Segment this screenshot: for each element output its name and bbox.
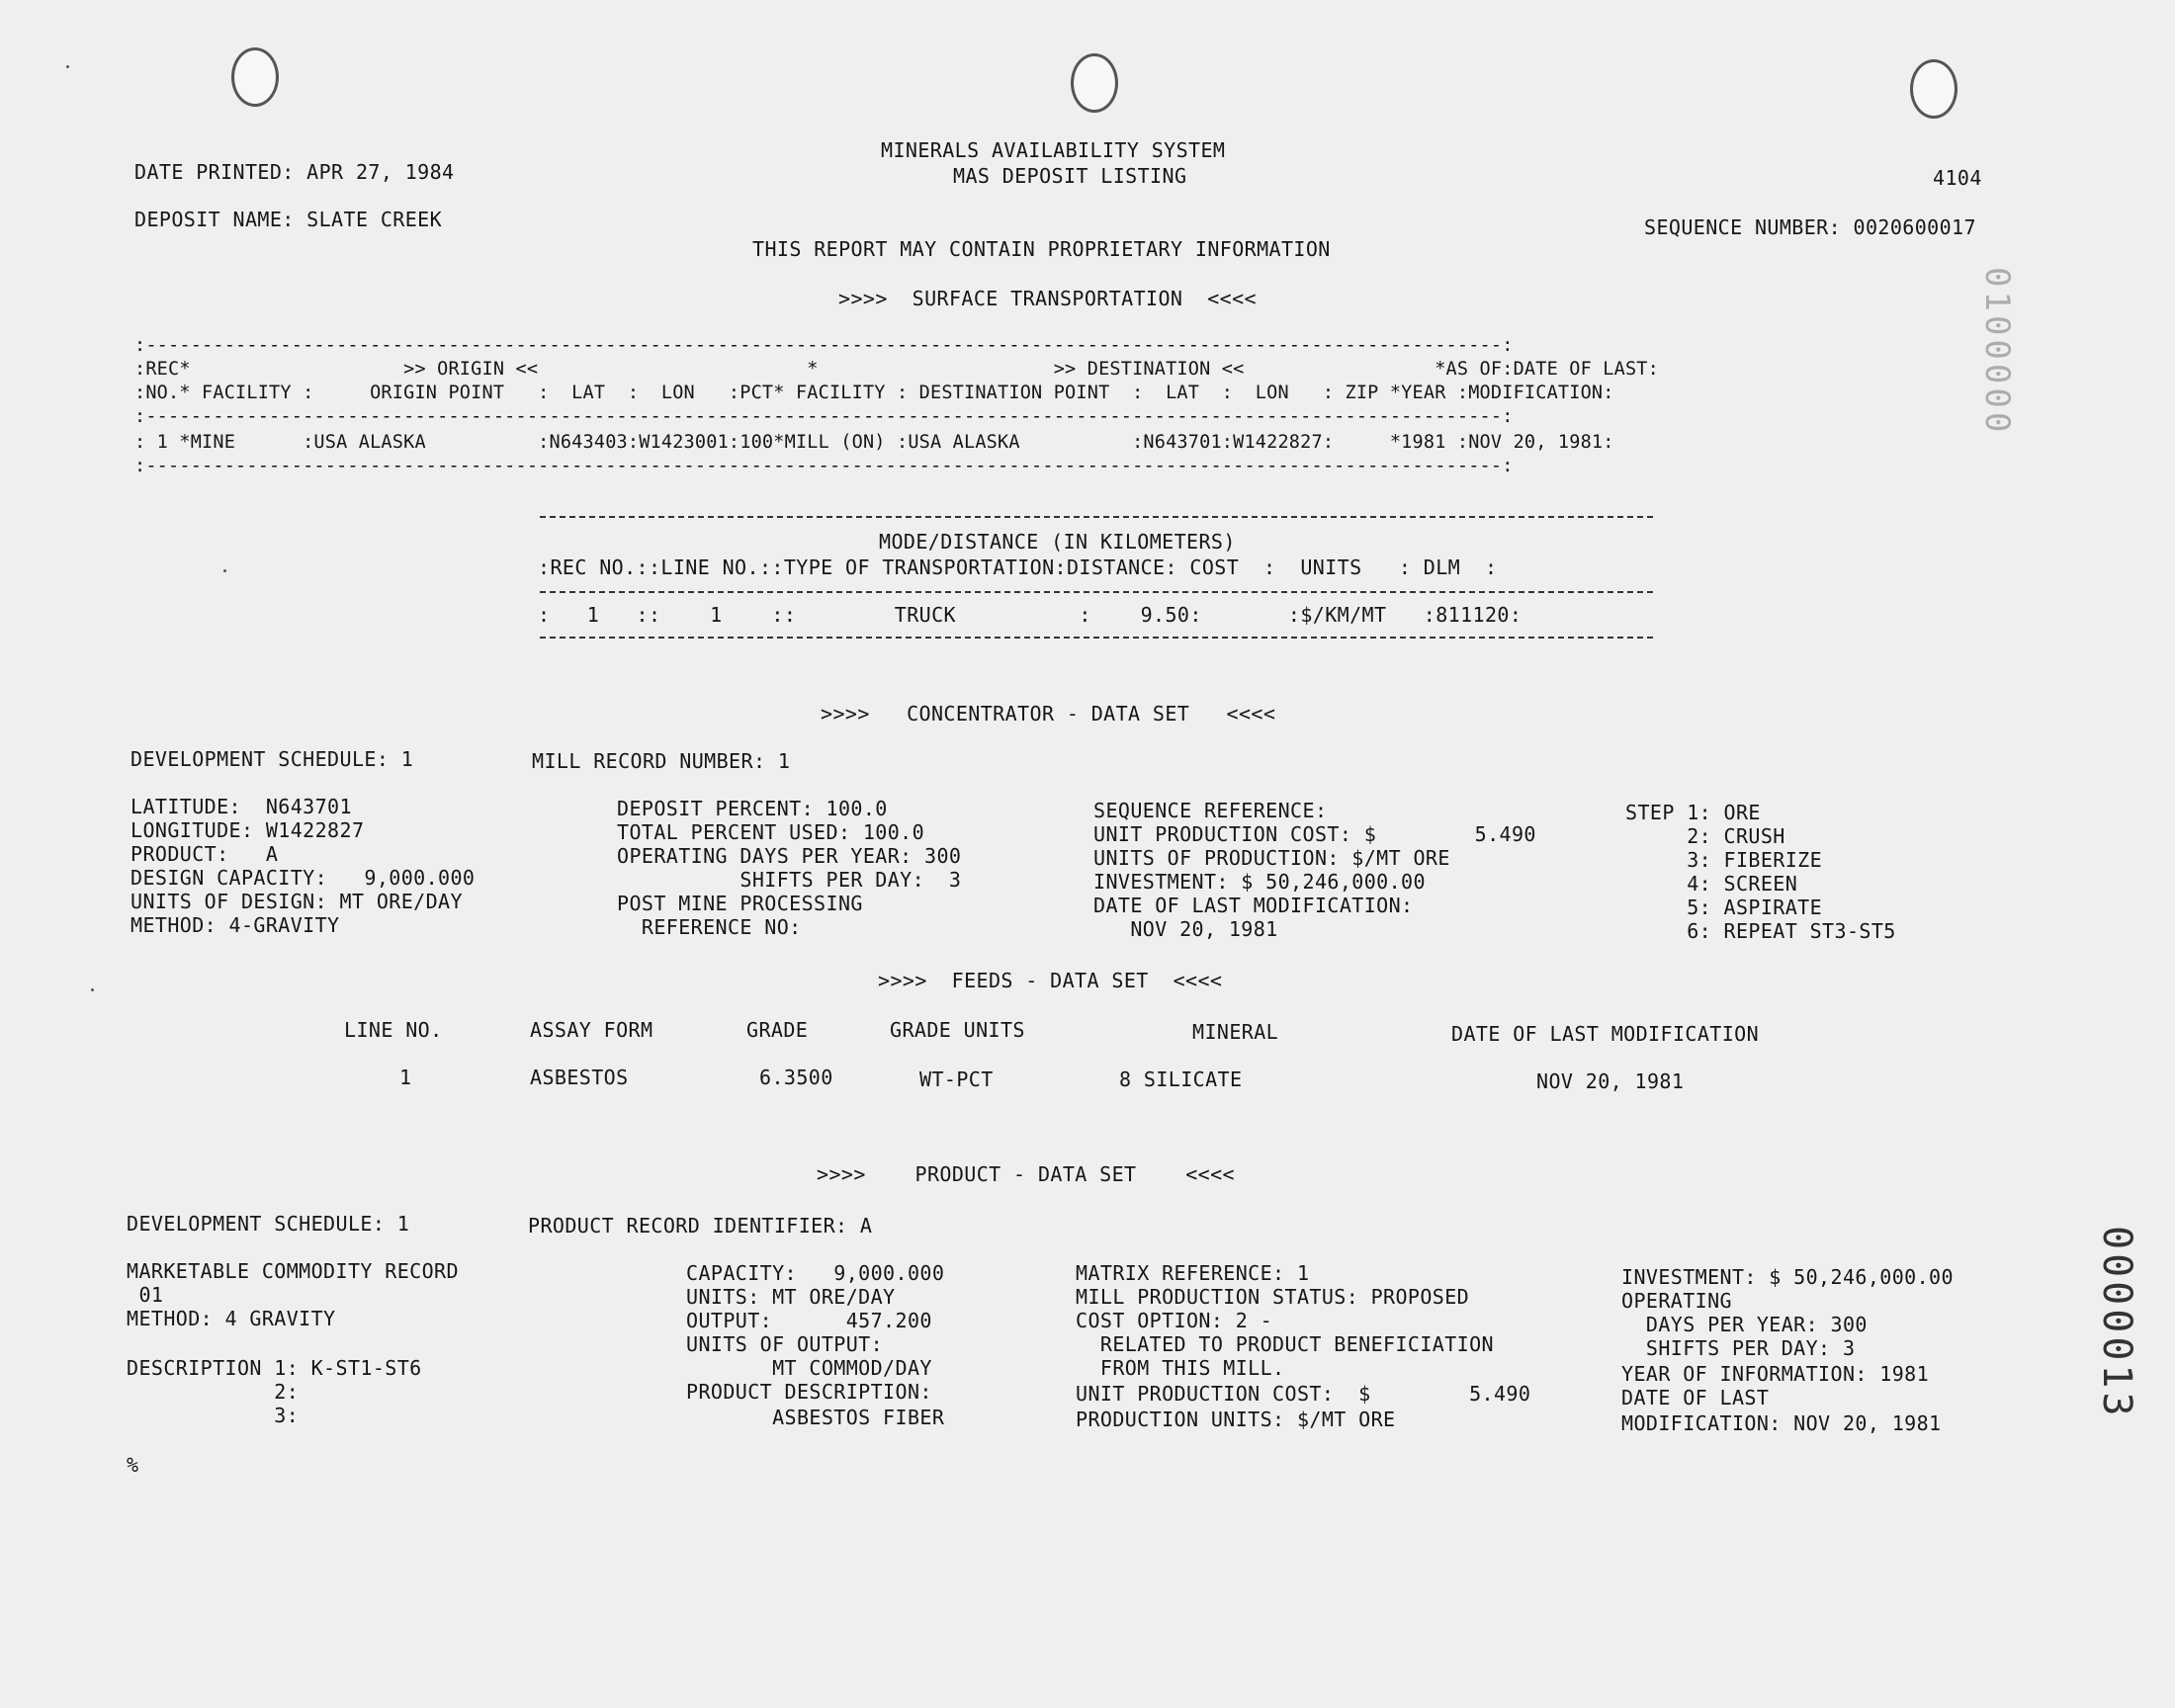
units-of-output: MT COMMOD/DAY (686, 1356, 932, 1380)
date-of-last-modification: NOV 20, 1981 (1093, 917, 1278, 941)
punch-hole-left (231, 47, 279, 107)
surface-table-header-2: :NO.* FACILITY : ORIGIN POINT : LAT : LON :PCT* FACILITY : DESTINATION POINT : LAT : LON : ZIP *YEAR :MODIFICATION: (134, 383, 1614, 403)
description-1: DESCRIPTION 1: K-ST1-ST6 (127, 1356, 422, 1380)
investment: INVESTMENT: $ 50,246,000.00 (1093, 870, 1426, 894)
step-3: 3: FIBERIZE (1625, 848, 1823, 872)
operating-label: OPERATING (1621, 1289, 1732, 1313)
feeds-line-no: 1 (399, 1066, 412, 1089)
production-units: PRODUCTION UNITS: $/MT ORE (1076, 1408, 1396, 1431)
year-of-information: YEAR OF INFORMATION: 1981 (1621, 1362, 1930, 1386)
feeds-grade: 6.3500 (759, 1066, 833, 1089)
mode-distance-title: MODE/DISTANCE (IN KILOMETERS) (879, 530, 1236, 554)
margin-stamp-upper: 0100000 (1977, 267, 2017, 437)
reference-no: REFERENCE NO: (617, 915, 802, 939)
product-modification-date: MODIFICATION: NOV 20, 1981 (1621, 1411, 1942, 1435)
surface-table-bottom-border: :-------------------------------------------------------------------------------------------------------------------------: (134, 456, 1514, 476)
step-5: 5: ASPIRATE (1625, 896, 1823, 919)
speck (223, 569, 226, 572)
commodity-record-number: 01 (127, 1283, 164, 1307)
surface-table-top-border: :-------------------------------------------------------------------------------------------------------------------------: (134, 335, 1514, 356)
page-code: 4104 (1933, 166, 1982, 190)
feeds-col-date: DATE OF LAST MODIFICATION (1451, 1022, 1760, 1046)
latitude: LATITUDE: N643701 (130, 795, 352, 818)
product-capacity: CAPACITY: 9,000.000 (686, 1261, 945, 1285)
listing-title: MAS DEPOSIT LISTING (953, 164, 1187, 188)
shifts-per-day: SHIFTS PER DAY: 3 (617, 868, 962, 892)
speck (66, 65, 69, 68)
product-description-label: PRODUCT DESCRIPTION: (686, 1380, 932, 1404)
description-2: 2: (127, 1380, 300, 1404)
operating-days: OPERATING DAYS PER YEAR: 300 (617, 844, 962, 868)
step-6: 6: REPEAT ST3-ST5 (1625, 919, 1896, 943)
product-description: ASBESTOS FIBER (686, 1406, 945, 1429)
days-per-year: DAYS PER YEAR: 300 (1621, 1313, 1868, 1336)
units-of-production: UNITS OF PRODUCTION: $/MT ORE (1093, 846, 1450, 870)
product-title: >>>> PRODUCT - DATA SET <<<< (817, 1162, 1235, 1186)
concentrator-title: >>>> CONCENTRATOR - DATA SET <<<< (821, 702, 1276, 726)
step-4: 4: SCREEN (1625, 872, 1798, 896)
design-capacity: DESIGN CAPACITY: 9,000.000 (130, 866, 476, 890)
cost-option-desc-2: FROM THIS MILL. (1076, 1356, 1285, 1380)
unit-production-cost: UNIT PRODUCTION COST: $ 5.490 (1093, 822, 1536, 846)
sequence-reference: SEQUENCE REFERENCE: (1093, 799, 1328, 822)
total-percent-used: TOTAL PERCENT USED: 100.0 (617, 820, 925, 844)
product-unit-production-cost: UNIT PRODUCTION COST: $ 5.490 (1076, 1382, 1531, 1406)
mode-box-bottom-border (540, 637, 1653, 639)
product-dev-schedule: DEVELOPMENT SCHEDULE: 1 (127, 1212, 410, 1236)
feeds-col-mineral: MINERAL (1192, 1020, 1279, 1044)
product-method: METHOD: 4 GRAVITY (127, 1307, 336, 1330)
surface-transportation-title: >>>> SURFACE TRANSPORTATION <<<< (838, 287, 1257, 310)
product: PRODUCT: A (130, 842, 279, 866)
sequence-number: SEQUENCE NUMBER: 0020600017 (1644, 215, 1976, 239)
feeds-assay-form: ASBESTOS (530, 1066, 629, 1089)
product-output: OUTPUT: 457.200 (686, 1309, 932, 1332)
cost-option-desc-1: RELATED TO PRODUCT BENEFICIATION (1076, 1332, 1494, 1356)
marketable-commodity-record: MARKETABLE COMMODITY RECORD (127, 1259, 459, 1283)
deposit-percent: DEPOSIT PERCENT: 100.0 (617, 797, 888, 820)
mode-table-data-row: : 1 :: 1 :: TRUCK : 9.50: :$/KM/MT :811120: (538, 603, 1522, 627)
surface-table-data-row: : 1 *MINE :USA ALASKA :N643403:W1423001:100*MILL (ON) :USA ALASKA :N643701:W1422827: *1981 :NOV 20, 1981: (134, 432, 1614, 453)
feeds-col-grade: GRADE (746, 1018, 809, 1042)
feeds-col-assay-form: ASSAY FORM (530, 1018, 653, 1042)
speck (91, 988, 94, 991)
units-of-output-label: UNITS OF OUTPUT: (686, 1332, 884, 1356)
feeds-mineral: 8 SILICATE (1119, 1068, 1243, 1091)
units-of-design: UNITS OF DESIGN: MT ORE/DAY (130, 890, 463, 913)
margin-stamp-lower: 0000013 (2094, 1226, 2139, 1420)
date-of-last-label: DATE OF LAST (1621, 1386, 1770, 1409)
surface-table-header-1: :REC* >> ORIGIN << * >> DESTINATION << *AS OF:DATE OF LAST: (134, 359, 1659, 380)
product-record-identifier: PRODUCT RECORD IDENTIFIER: A (528, 1214, 873, 1238)
punch-hole-center (1071, 53, 1118, 113)
date-printed: DATE PRINTED: APR 27, 1984 (134, 160, 455, 184)
mode-table-header: :REC NO.::LINE NO.::TYPE OF TRANSPORTATION:DISTANCE: COST : UNITS : DLM : (538, 555, 1498, 579)
feeds-date: NOV 20, 1981 (1536, 1069, 1685, 1093)
system-title: MINERALS AVAILABILITY SYSTEM (881, 138, 1226, 162)
deposit-name: DEPOSIT NAME: SLATE CREEK (134, 208, 443, 231)
punch-hole-right (1910, 59, 1958, 119)
step-1: STEP 1: ORE (1625, 801, 1761, 824)
cost-option: COST OPTION: 2 - (1076, 1309, 1273, 1332)
post-mine-processing: POST MINE PROCESSING (617, 892, 863, 915)
mill-production-status: MILL PRODUCTION STATUS: PROPOSED (1076, 1285, 1470, 1309)
description-3: 3: (127, 1404, 300, 1427)
surface-table-mid-border: :-------------------------------------------------------------------------------------------------------------------------: (134, 406, 1514, 427)
product-units: UNITS: MT ORE/DAY (686, 1285, 896, 1309)
proprietary-notice: THIS REPORT MAY CONTAIN PROPRIETARY INFORMATION (752, 237, 1331, 261)
product-shifts-per-day: SHIFTS PER DAY: 3 (1621, 1336, 1856, 1360)
matrix-reference: MATRIX REFERENCE: 1 (1076, 1261, 1310, 1285)
mode-box-mid-border (540, 591, 1653, 593)
feeds-col-grade-units: GRADE UNITS (890, 1018, 1025, 1042)
feeds-title: >>>> FEEDS - DATA SET <<<< (878, 969, 1223, 992)
longitude: LONGITUDE: W1422827 (130, 818, 365, 842)
mode-box-top-border (540, 516, 1653, 518)
date-of-last-modification-label: DATE OF LAST MODIFICATION: (1093, 894, 1414, 917)
footer-mark: % (127, 1453, 139, 1477)
step-2: 2: CRUSH (1625, 824, 1785, 848)
mill-record-number: MILL RECORD NUMBER: 1 (532, 749, 791, 773)
feeds-col-line-no: LINE NO. (344, 1018, 443, 1042)
method: METHOD: 4-GRAVITY (130, 913, 340, 937)
product-investment: INVESTMENT: $ 50,246,000.00 (1621, 1265, 1954, 1289)
concentrator-dev-schedule: DEVELOPMENT SCHEDULE: 1 (130, 747, 414, 771)
feeds-grade-units: WT-PCT (919, 1068, 994, 1091)
